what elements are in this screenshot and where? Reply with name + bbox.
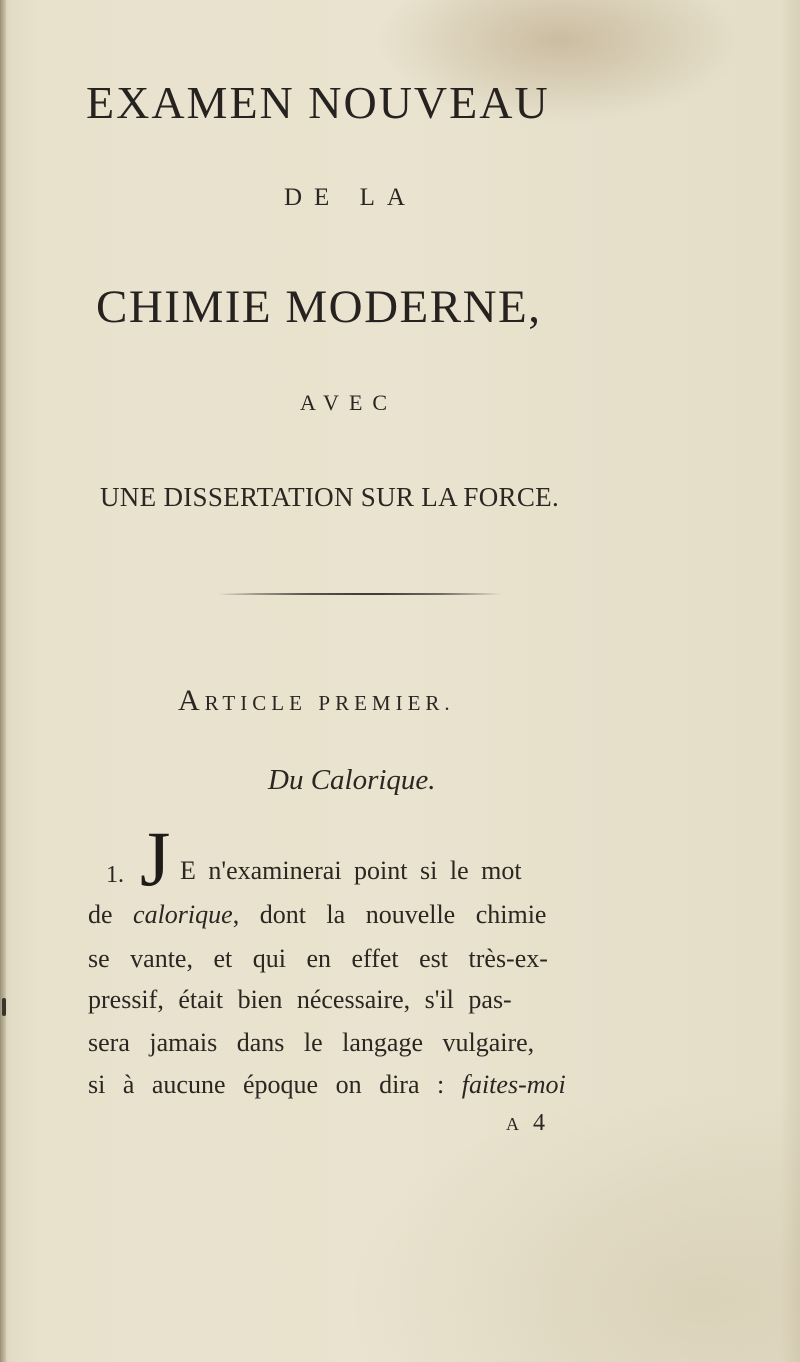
article-heading — [178, 684, 455, 718]
title-line-examen: EXAMEN NOUVEAU — [86, 77, 550, 128]
article-heading-initial: A — [178, 684, 205, 717]
title-line-avec: AVEC — [300, 390, 398, 415]
body-line-6 — [88, 1070, 566, 1100]
margin-mark — [2, 998, 6, 1016]
body-line-2-pre: de — [88, 900, 134, 929]
body-line-3: se vante, et qui en effet est très-ex- — [88, 944, 548, 973]
title-line-chimie: CHIMIE MODERNE, — [96, 281, 542, 333]
body-line-6-pre: si à aucune époque on dira : — [88, 1070, 462, 1099]
binding-edge — [0, 0, 6, 1362]
body-line-5: sera jamais dans le langage vulgaire, — [88, 1028, 535, 1057]
article-subtitle: Du Calorique. — [268, 764, 436, 796]
body-line-6-italic: faites-moi — [461, 1070, 566, 1099]
signature-mark — [506, 1110, 549, 1137]
article-heading-premier: PREMIER. — [318, 691, 455, 715]
article-heading-word: RTICLE — [204, 691, 307, 715]
drop-cap: J — [140, 815, 171, 902]
body-line-2-post: , dont la nouvelle chimie — [232, 900, 547, 929]
title-line-dissertation: UNE DISSERTATION SUR LA FORCE. — [100, 482, 560, 512]
signature-letter: A — [506, 1114, 523, 1134]
title-line-de-la: DE LA — [284, 184, 417, 211]
body-line-2-italic: calorique — [133, 900, 233, 929]
body-line-1: E n'examinerai point si le mot — [180, 856, 522, 885]
body-line-2 — [88, 900, 546, 930]
paragraph-number: 1. — [106, 862, 124, 888]
signature-number: 4 — [533, 1110, 549, 1136]
decorative-rule — [218, 592, 502, 596]
body-line-4: pressif, était bien nécessaire, s'il pas- — [88, 985, 512, 1014]
